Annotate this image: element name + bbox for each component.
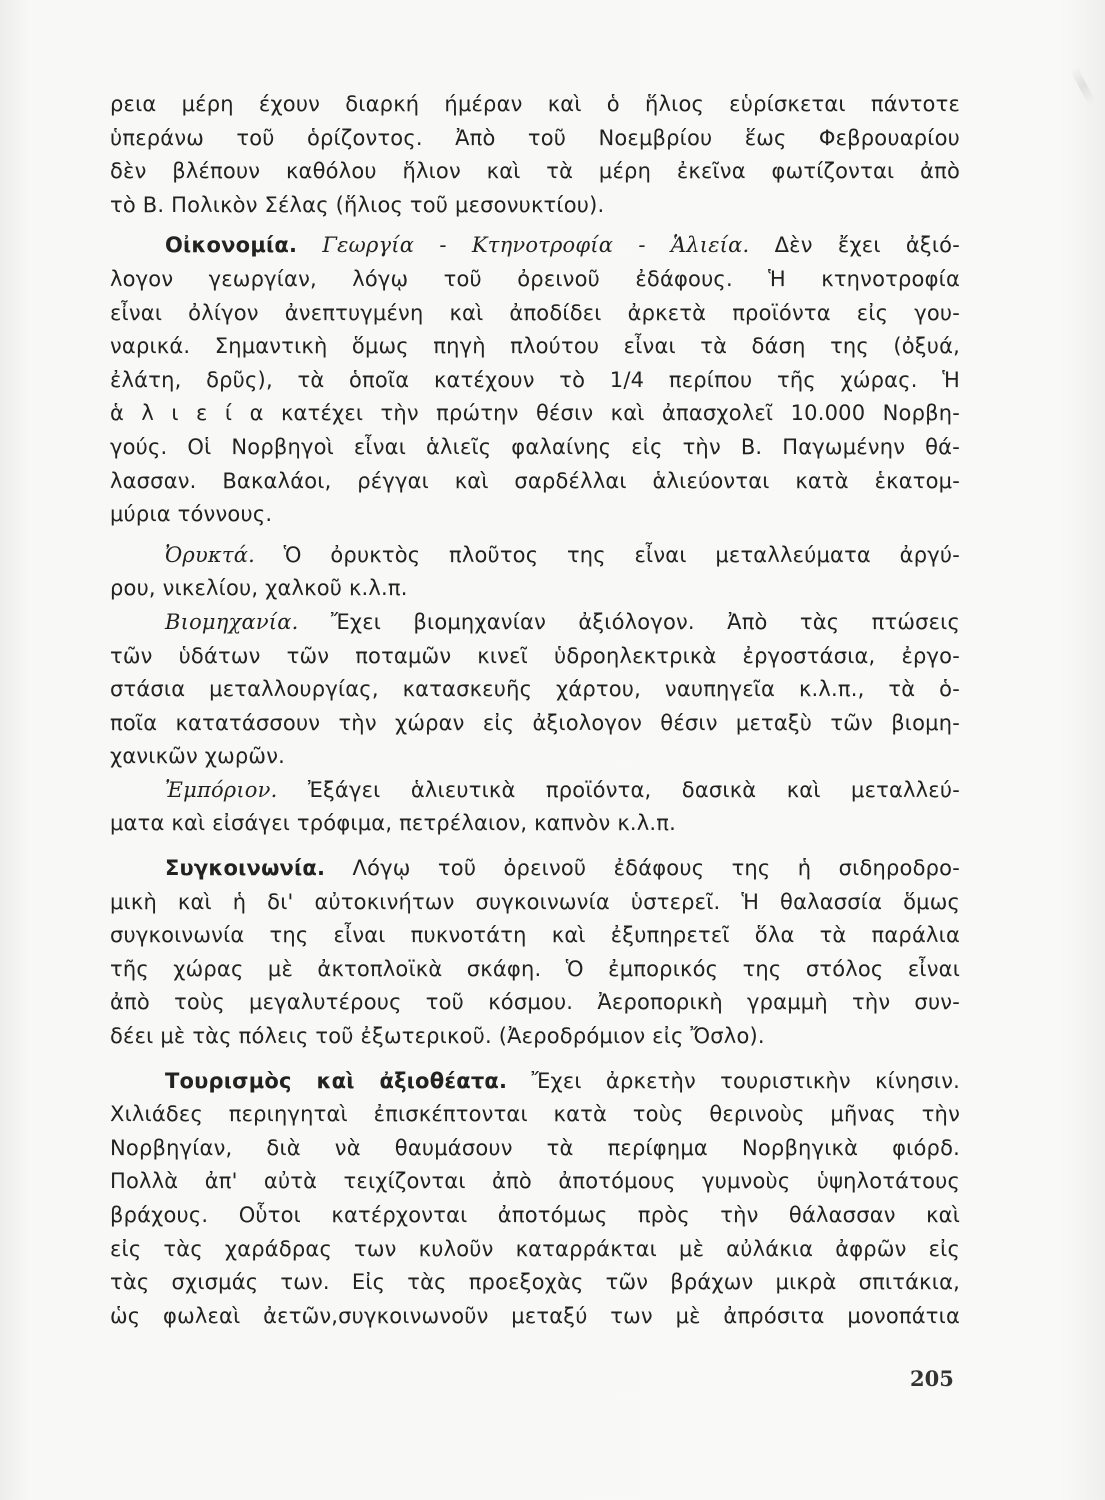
text-span: ἁ λ ι ε ί α κατέχει τὴν πρώτην θέσιν καὶ ἀπασχολεῖ 10.000 Νορβη- <box>110 401 960 426</box>
text-span: ὡς φωλεαὶ ἀετῶν,συγκοινωνοῦν μεταξύ των μὲ ἀπρόσιτα μονοπάτια <box>110 1303 960 1328</box>
text-span: χανικῶν χωρῶν. <box>110 744 286 769</box>
subsection-heading: Γεωργία - Κτηνοτροφία - Ἁλιεία. <box>322 233 750 258</box>
page-text <box>110 88 960 1333</box>
text-line <box>110 1300 960 1334</box>
text-line <box>110 1065 960 1099</box>
text-line <box>110 1020 960 1054</box>
text-span: Χιλιάδες περιηγηταὶ ἐπισκέπτονται κατὰ τοὺς θερινοὺς μῆνας τὴν <box>110 1102 960 1127</box>
text-span <box>297 233 322 257</box>
text-line <box>110 465 960 499</box>
section-heading: Τουρισμὸς καὶ ἀξιοθέατα. <box>165 1068 508 1093</box>
text-line <box>110 122 960 156</box>
text-line <box>110 572 960 606</box>
text-line <box>110 919 960 953</box>
text-line <box>110 1199 960 1233</box>
text-span: λασσαν. Βακαλάοι, ρέγγαι καὶ σαρδέλλαι ἁλιεύονται κατὰ ἑκατομ- <box>110 468 960 493</box>
text-line <box>110 155 960 189</box>
text-line <box>110 1132 960 1166</box>
text-line <box>110 88 960 122</box>
text-line <box>110 263 960 297</box>
text-line <box>110 673 960 707</box>
text-span: Δὲν ἔχει ἀξιό- <box>749 233 960 258</box>
subsection-heading: Ὀρυκτά. <box>165 542 255 567</box>
text-line <box>110 498 960 532</box>
text-line <box>110 330 960 364</box>
text-line <box>110 774 960 808</box>
text-line <box>110 707 960 741</box>
text-line <box>110 807 960 841</box>
page-number: 205 <box>910 1366 954 1391</box>
text-span: λογον γεωργίαν, λόγῳ τοῦ ὀρεινοῦ ἐδάφους. Ἡ κτηνοτροφία <box>110 266 960 291</box>
text-span: ματα καὶ εἰσάγει τρόφιμα, πετρέλαιον, καπνὸν κ.λ.π. <box>110 811 677 836</box>
text-span: τῶν ὑδάτων τῶν ποταμῶν κινεῖ ὑδροηλεκτρικὰ ἐργοστάσια, ἐργο- <box>110 643 960 668</box>
text-span: ὑπεράνω τοῦ ὁρίζοντος. Ἀπὸ τοῦ Νοεμβρίου ἕως Φεβρουαρίου <box>110 125 960 150</box>
text-span: βράχους. Οὗτοι κατέρχονται ἀποτόμως πρὸς τὴν θάλασσαν καὶ <box>110 1203 960 1227</box>
text-span: Λόγῳ τοῦ ὀρεινοῦ ἐδάφους της ἡ σιδηροδρο- <box>325 856 960 881</box>
text-line <box>110 886 960 920</box>
section-heading: Οἰκονομία. <box>165 233 298 258</box>
text-line <box>110 189 960 223</box>
text-span: ἐλάτη, δρῦς), τὰ ὁποῖα κατέχουν τὸ 1/4 περίπου τῆς χώρας. Ἡ <box>110 367 960 392</box>
text-line <box>110 953 960 987</box>
text-span: ἀπὸ τοὺς μεγαλυτέρους τοῦ κόσμου. Ἀεροπορικὴ γραμμὴ τὴν συν- <box>110 990 960 1015</box>
text-span: Ἐξάγει ἁλιευτικὰ προϊόντα, δασικὰ καὶ μεταλλεύ- <box>277 777 960 802</box>
text-span: στάσια μεταλλουργίας, κατασκευῆς χάρτου, ναυπηγεῖα κ.λ.π., τὰ ὁ- <box>110 677 960 702</box>
text-line <box>110 297 960 331</box>
text-span: Νορβηγίαν, διὰ νὰ θαυμάσουν τὰ περίφημα Νορβηγικὰ φιόρδ. <box>110 1135 960 1160</box>
text-line <box>110 397 960 431</box>
text-span: εἶναι ὀλίγον ἀνεπτυγμένη καὶ ἀποδίδει ἀρκετὰ προϊόντα εἰς γου- <box>110 300 960 325</box>
page-edge-mark <box>1070 66 1096 105</box>
text-line <box>110 640 960 674</box>
subsection-heading: Βιομηχανία. <box>165 609 299 634</box>
text-span: ρεια μέρη έχουν διαρκή ήμέραν καὶ ὁ ἥλιος εὑρίσκεται πάντοτε <box>110 92 960 116</box>
section-heading: Συγκοινωνία. <box>165 856 326 881</box>
text-span: δέει μὲ τὰς πόλεις τοῦ ἐξωτερικοῦ. (Ἀεροδρόμιον εἰς Ὄσλο). <box>110 1024 765 1049</box>
text-line <box>110 1266 960 1300</box>
text-line <box>110 740 960 774</box>
text-line <box>110 1098 960 1132</box>
text-line <box>110 229 960 263</box>
text-span: ποῖα κατατάσσουν τὴν χώραν εἰς ἀξιολογον θέσιν μεταξὺ τῶν βιομη- <box>110 710 960 735</box>
text-span: εἰς τὰς χαράδρας των κυλοῦν καταρράκται μὲ αὐλάκια ἀφρῶν εἰς <box>110 1236 960 1261</box>
text-span: δὲν βλέπουν καθόλου ἥλιον καὶ τὰ μέρη ἐκεῖνα φωτίζονται ἀπὸ <box>110 159 960 184</box>
text-line <box>110 1233 960 1267</box>
text-line <box>110 852 960 886</box>
text-line <box>110 1165 960 1199</box>
text-span: μικὴ καὶ ἡ δι' αὐτοκινήτων συγκοινωνία ὑστερεῖ. Ἡ θαλασσία ὅμως <box>110 889 960 914</box>
text-span: συγκοινωνία της εἶναι πυκνοτάτη καὶ ἐξυπηρετεῖ ὅλα τὰ παράλια <box>110 923 960 948</box>
text-span: τὰς σχισμάς των. Εἰς τὰς προεξοχὰς τῶν βράχων μικρὰ σπιτάκια, <box>110 1270 960 1295</box>
text-span: Ἔχει ἀρκετὴν τουριστικὴν κίνησιν. <box>507 1068 961 1093</box>
text-span: τὸ Β. Πολικὸν Σέλας (ἥλιος τοῦ μεσονυκτίου). <box>110 192 605 217</box>
text-line <box>110 986 960 1020</box>
text-span: Ἔχει βιομηχανίαν ἀξιόλογον. Ἀπὸ τὰς πτώσεις <box>298 609 960 634</box>
text-span: Πολλὰ ἀπ' αὐτὰ τειχίζονται ἀπὸ ἀποτόμους γυμνοὺς ὑψηλοτάτους <box>110 1169 960 1194</box>
text-line <box>110 364 960 398</box>
text-line <box>110 539 960 573</box>
text-span: τῆς χώρας μὲ ἀκτοπλοϊκὰ σκάφη. Ὁ ἐμπορικός της στόλος εἶναι <box>110 956 960 981</box>
text-line <box>110 431 960 465</box>
text-span: ναρικά. Σημαντικὴ ὅμως πηγὴ πλούτου εἶναι τὰ δάση της (ὀξυά, <box>110 334 960 359</box>
text-span: Ὁ ὀρυκτὸς πλοῦτος της εἶναι μεταλλεύματα ἀργύ- <box>254 542 960 567</box>
text-span: μύρια τόννους. <box>110 502 273 527</box>
text-line <box>110 606 960 640</box>
subsection-heading: Ἐμπόριον. <box>165 777 278 802</box>
text-span: γούς. Οἱ Νορβηγοὶ εἶναι ἁλιεῖς φαλαίνης εἰς τὴν Β. Παγωμένην θά- <box>110 434 960 459</box>
text-span: ρου, νικελίου, χαλκοῦ κ.λ.π. <box>110 576 408 601</box>
